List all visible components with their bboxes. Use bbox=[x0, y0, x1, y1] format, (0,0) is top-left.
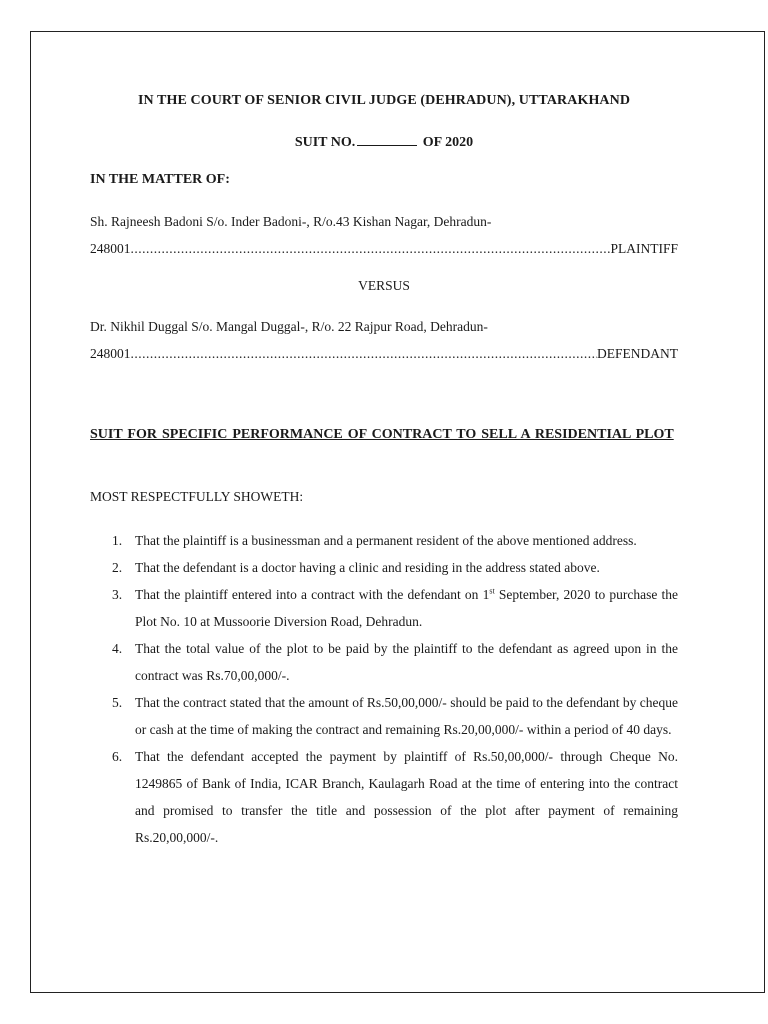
ordinal-suffix: st bbox=[489, 586, 495, 596]
suit-number bbox=[90, 133, 678, 151]
item-text-b: September, 2020 to purchase the Plot No. 10 at Mussoorie Diversion Road, Dehradun. bbox=[135, 587, 678, 629]
item-text-a: That the plaintiff entered into a contract with the defendant on 1 bbox=[135, 587, 490, 602]
suit-prefix: SUIT NO. bbox=[294, 135, 356, 150]
plaintiff-block bbox=[90, 208, 678, 262]
item-number: 3. bbox=[112, 587, 123, 602]
item-text: That the defendant accepted the payment by plaintiff of Rs.50,00,000/- through Cheque No. 1249865 of Bank of India, ICAR Branch, Kaulagarh Road at the time of entering into the contract and promised to transfer the title and possession of the plot after payment of remaining Rs.20,00,000/-. bbox=[135, 749, 678, 845]
leader-dots bbox=[131, 340, 598, 367]
item-number: 1. bbox=[112, 533, 123, 548]
item-text: That the total value of the plot to be paid by the plaintiff to the defendant as agreed upon in the contract was Rs.70,00,000/-. bbox=[135, 641, 678, 683]
defendant-role: DEFENDANT bbox=[597, 346, 678, 361]
numbered-points bbox=[90, 527, 678, 851]
plaintiff-pin: 248001 bbox=[90, 241, 131, 256]
leader-dots bbox=[131, 235, 611, 262]
item-number: 2. bbox=[112, 560, 123, 575]
item-number: 5. bbox=[112, 695, 123, 710]
versus-label: VERSUS bbox=[358, 278, 410, 293]
matter-label: IN THE MATTER OF: bbox=[90, 172, 230, 187]
item-number: 6. bbox=[112, 749, 123, 764]
defendant-line bbox=[90, 340, 678, 367]
plaintiff-address: Sh. Rajneesh Badoni S/o. Inder Badoni-, R/o.43 Kishan Nagar, Dehradun- bbox=[90, 214, 492, 229]
item-text: That the contract stated that the amount of Rs.50,00,000/- should be paid to the defendant by cheque or cash at the time of making the contract and remaining Rs.20,00,000/- within a period of 40 days. bbox=[135, 695, 678, 737]
suit-number-blank bbox=[357, 133, 417, 146]
showeth-label: MOST RESPECTFULLY SHOWETH: bbox=[90, 489, 304, 504]
plaintiff-line bbox=[90, 235, 678, 262]
list-item bbox=[90, 689, 678, 743]
item-text: That the plaintiff is a businessman and a permanent resident of the above mentioned address. bbox=[135, 533, 637, 548]
list-item bbox=[90, 554, 678, 581]
list-item bbox=[90, 527, 678, 554]
item-text bbox=[135, 587, 678, 629]
defendant-pin: 248001 bbox=[90, 346, 131, 361]
court-title: IN THE COURT OF SENIOR CIVIL JUDGE (DEHRADUN), UTTARAKHAND bbox=[137, 93, 631, 108]
list-item bbox=[90, 581, 678, 635]
list-item bbox=[90, 743, 678, 851]
defendant-block bbox=[90, 313, 678, 367]
suit-suffix: OF 2020 bbox=[422, 135, 474, 150]
item-text: That the defendant is a doctor having a clinic and residing in the address stated above. bbox=[135, 560, 600, 575]
suit-heading: SUIT FOR SPECIFIC PERFORMANCE OF CONTRACT TO SELL A RESIDENTIAL PLOT bbox=[90, 427, 674, 442]
item-number: 4. bbox=[112, 641, 123, 656]
plaintiff-role: PLAINTIFF bbox=[610, 241, 678, 256]
defendant-address: Dr. Nikhil Duggal S/o. Mangal Duggal-, R/o. 22 Rajpur Road, Dehradun- bbox=[90, 319, 488, 334]
list-item bbox=[90, 635, 678, 689]
